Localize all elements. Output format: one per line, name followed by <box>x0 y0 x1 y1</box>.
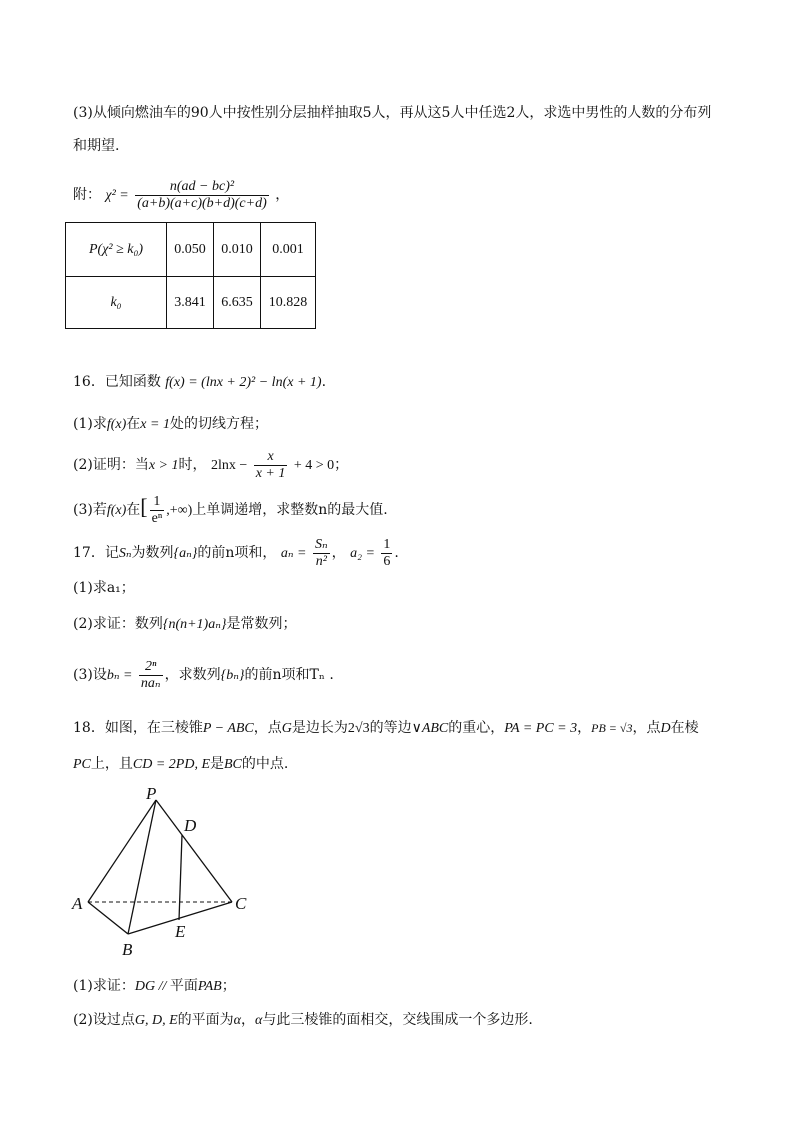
q16-part3 <box>73 490 388 528</box>
q18-l2-b: 是 <box>210 756 224 772</box>
q16-p3-fraction <box>150 494 165 527</box>
q16-part1 <box>73 414 268 435</box>
q18-pb: PB = √3 <box>591 721 633 735</box>
edge-ab <box>88 902 128 934</box>
q16-p2-end: ； <box>334 457 349 473</box>
q17-stem-prefix: 17．记 <box>73 545 119 561</box>
table-cell: 10.828 <box>261 277 316 329</box>
q16-p1-prefix: (1)求 <box>73 416 107 432</box>
label-e: E <box>175 922 186 941</box>
critical-value-table <box>65 222 316 329</box>
q17-stem <box>73 536 399 571</box>
q16-part2 <box>73 448 348 483</box>
q18-cd: CD = 2PD, E <box>132 757 210 772</box>
q18-p2-end: 与此三棱锥的面相交，交线围成一个多边形. <box>262 1012 533 1028</box>
q17-stem-s: Sₙ <box>118 546 132 561</box>
q17-p3-fraction <box>139 659 163 692</box>
q17-part3 <box>73 658 334 693</box>
label-a: A <box>72 894 83 913</box>
chi-formula-lhs: χ² = <box>105 188 129 203</box>
q18-tri: ∨ABC <box>411 721 449 736</box>
q16-p2-frac-num: x <box>254 449 288 466</box>
q17-p2-prefix: (2)求证：数列 <box>73 616 163 632</box>
q16-p2-prefix: (2)证明：当 <box>73 457 149 473</box>
chi-formula-fraction <box>135 179 269 212</box>
q18-p2-prefix: (2)设过点 <box>73 1012 135 1028</box>
table-cell: 0.050 <box>167 223 214 277</box>
q16-stem-end: . <box>321 374 327 390</box>
table-cell: 0.010 <box>214 223 261 277</box>
q17-p3-mid: ，求数列 <box>164 667 221 683</box>
q17-a2-den: 6 <box>383 553 391 569</box>
q18-dpt: D <box>660 721 671 736</box>
q16-p2-expr-a: 2lnx − <box>210 458 248 473</box>
q18-p1-prefix: (1)求证： <box>73 978 135 994</box>
q18-p2-sep: ， <box>240 1012 255 1028</box>
q16-p1-end: 处的切线方程； <box>169 416 268 432</box>
label-p: P <box>146 785 157 803</box>
q18-part2 <box>73 1010 533 1031</box>
q16-p3-frac-num: 1 <box>150 494 165 511</box>
q18-part1 <box>73 976 236 997</box>
q16-p2-expr-b: + 4 > 0 <box>293 458 335 473</box>
q18-l1-h: 在棱 <box>670 720 699 736</box>
q18-l1-c: 是边长为 <box>291 720 348 736</box>
table-cell: 0.001 <box>261 223 316 277</box>
table-row <box>66 223 316 277</box>
q18-p1-end: ； <box>221 978 236 994</box>
q16-function: f(x) = (lnx + 2)² − ln(x + 1) <box>165 375 322 390</box>
chi-formula-denominator: (a+b)(a+c)(b+d)(c+d) <box>137 195 267 211</box>
q17-p3-end: 的前n项和Tₙ . <box>244 667 334 683</box>
chi-square-formula <box>73 178 289 213</box>
table-row1-label: P(χ² ≥ k₀) <box>66 223 167 277</box>
appendix-label: 附： <box>73 187 101 203</box>
table-cell: 6.635 <box>214 277 261 329</box>
label-d: D <box>184 816 197 835</box>
q18-l1-e: 的重心， <box>448 720 505 736</box>
q16-p3-interval-tail: ,+∞) <box>166 503 193 518</box>
q17-p3-frac-den: naₙ <box>140 675 161 691</box>
q18-p2-alpha2: α <box>254 1013 263 1028</box>
q17-stem-fraction <box>313 537 330 570</box>
q17-stem-mid2: 的前n项和， <box>197 545 277 561</box>
q16-p3-bracket: [ <box>140 494 148 519</box>
q17-a2-fraction <box>381 537 392 570</box>
pyramid-figure <box>66 785 266 965</box>
q16-p3-func: f(x) <box>106 503 127 518</box>
q16-p3-frac-den: eⁿ <box>151 510 163 526</box>
q18-bc: BC <box>224 757 242 772</box>
q16-p2-fraction <box>254 449 288 482</box>
q17-part1: (1)求a₁； <box>73 580 135 596</box>
q18-stem-line1 <box>73 718 699 739</box>
q18-pabc: P − ABC <box>202 721 254 736</box>
q16-p2-frac-den: x + 1 <box>255 465 286 481</box>
q16-p2-cond: x > 1 <box>148 458 179 473</box>
q18-l1-b: ，点 <box>253 720 282 736</box>
q17-stem-an: aₙ = <box>280 546 307 561</box>
label-b: B <box>122 940 133 959</box>
q17-p2-seq: {n(n+1)aₙ} <box>162 617 227 632</box>
q18-p1-expr: DG // <box>134 979 170 994</box>
q16-p1-at: x = 1 <box>140 417 170 432</box>
q18-l2-c: 的中点. <box>241 756 289 772</box>
q17-p3-seq: {bₙ} <box>220 668 245 683</box>
q16-p1-mid: 在 <box>126 416 141 432</box>
q17-stem-a2: a₂ = <box>350 546 375 561</box>
q18-p1-plane: 平面 <box>169 978 198 994</box>
table-row2-label: k₀ <box>66 277 167 329</box>
q17-stem-mid1: 为数列 <box>131 545 174 561</box>
q17-a2-num: 1 <box>383 536 391 552</box>
q16-stem <box>73 372 326 393</box>
q18-l1-d: 的等边 <box>369 720 412 736</box>
q18-l2-a: 上，且 <box>90 756 133 772</box>
q18-l1-f: ， <box>577 720 592 736</box>
segment-de <box>179 835 182 920</box>
q17-p3-frac-num: 2ⁿ <box>139 659 163 676</box>
q16-p3-mid: 在 <box>126 502 141 518</box>
q18-p2-mid: 的平面为 <box>177 1012 234 1028</box>
table-row <box>66 277 316 329</box>
q18-pc: PC <box>73 757 91 772</box>
chi-formula-numerator: n(ad − bc)² <box>135 179 269 196</box>
q18-p1-pab: PAB <box>197 979 222 994</box>
q17-p3-prefix: (3)设 <box>73 667 107 683</box>
label-c: C <box>235 894 247 913</box>
q18-g: G <box>281 721 292 736</box>
q16-p2-mid: 时， <box>178 457 207 473</box>
q17-part2 <box>73 614 297 635</box>
q18-len: 2√3 <box>347 721 370 736</box>
q17-p2-end: 是常数列； <box>226 616 297 632</box>
q17-stem-seq: {aₙ} <box>173 546 198 561</box>
q17-stem-end: . <box>394 545 399 561</box>
q17-frac-den: n² <box>315 553 327 569</box>
q18-stem-line2 <box>73 754 288 775</box>
q16-p3-end: 上单调递增，求整数n的最大值. <box>192 502 388 518</box>
q18-l1-g: ，点 <box>632 720 661 736</box>
q18-l1-a: 18．如图，在三棱锥 <box>73 720 203 736</box>
q16-p3-prefix: (3)若 <box>73 502 107 518</box>
q18-papc: PA = PC = 3 <box>504 721 578 736</box>
chi-formula-tail: ， <box>275 187 290 203</box>
table-cell: 3.841 <box>167 277 214 329</box>
q16-stem-prefix: 16．已知函数 <box>73 374 161 390</box>
q15-part3-line1: (3)从倾向燃油车的90人中按性别分层抽样抽取5人，再从这5人中任选2人，求选中男性的人数的分布列 <box>73 105 712 121</box>
q18-p2-alpha: α <box>233 1013 241 1028</box>
q15-part3-line2: 和期望. <box>73 138 120 154</box>
q18-p2-pts: G, D, E <box>134 1013 178 1028</box>
q17-frac-num: Sₙ <box>314 536 328 552</box>
q16-p1-func: f(x) <box>106 417 127 432</box>
q17-p3-bn: bₙ = <box>106 668 133 683</box>
q17-stem-sep: ， <box>331 545 346 561</box>
